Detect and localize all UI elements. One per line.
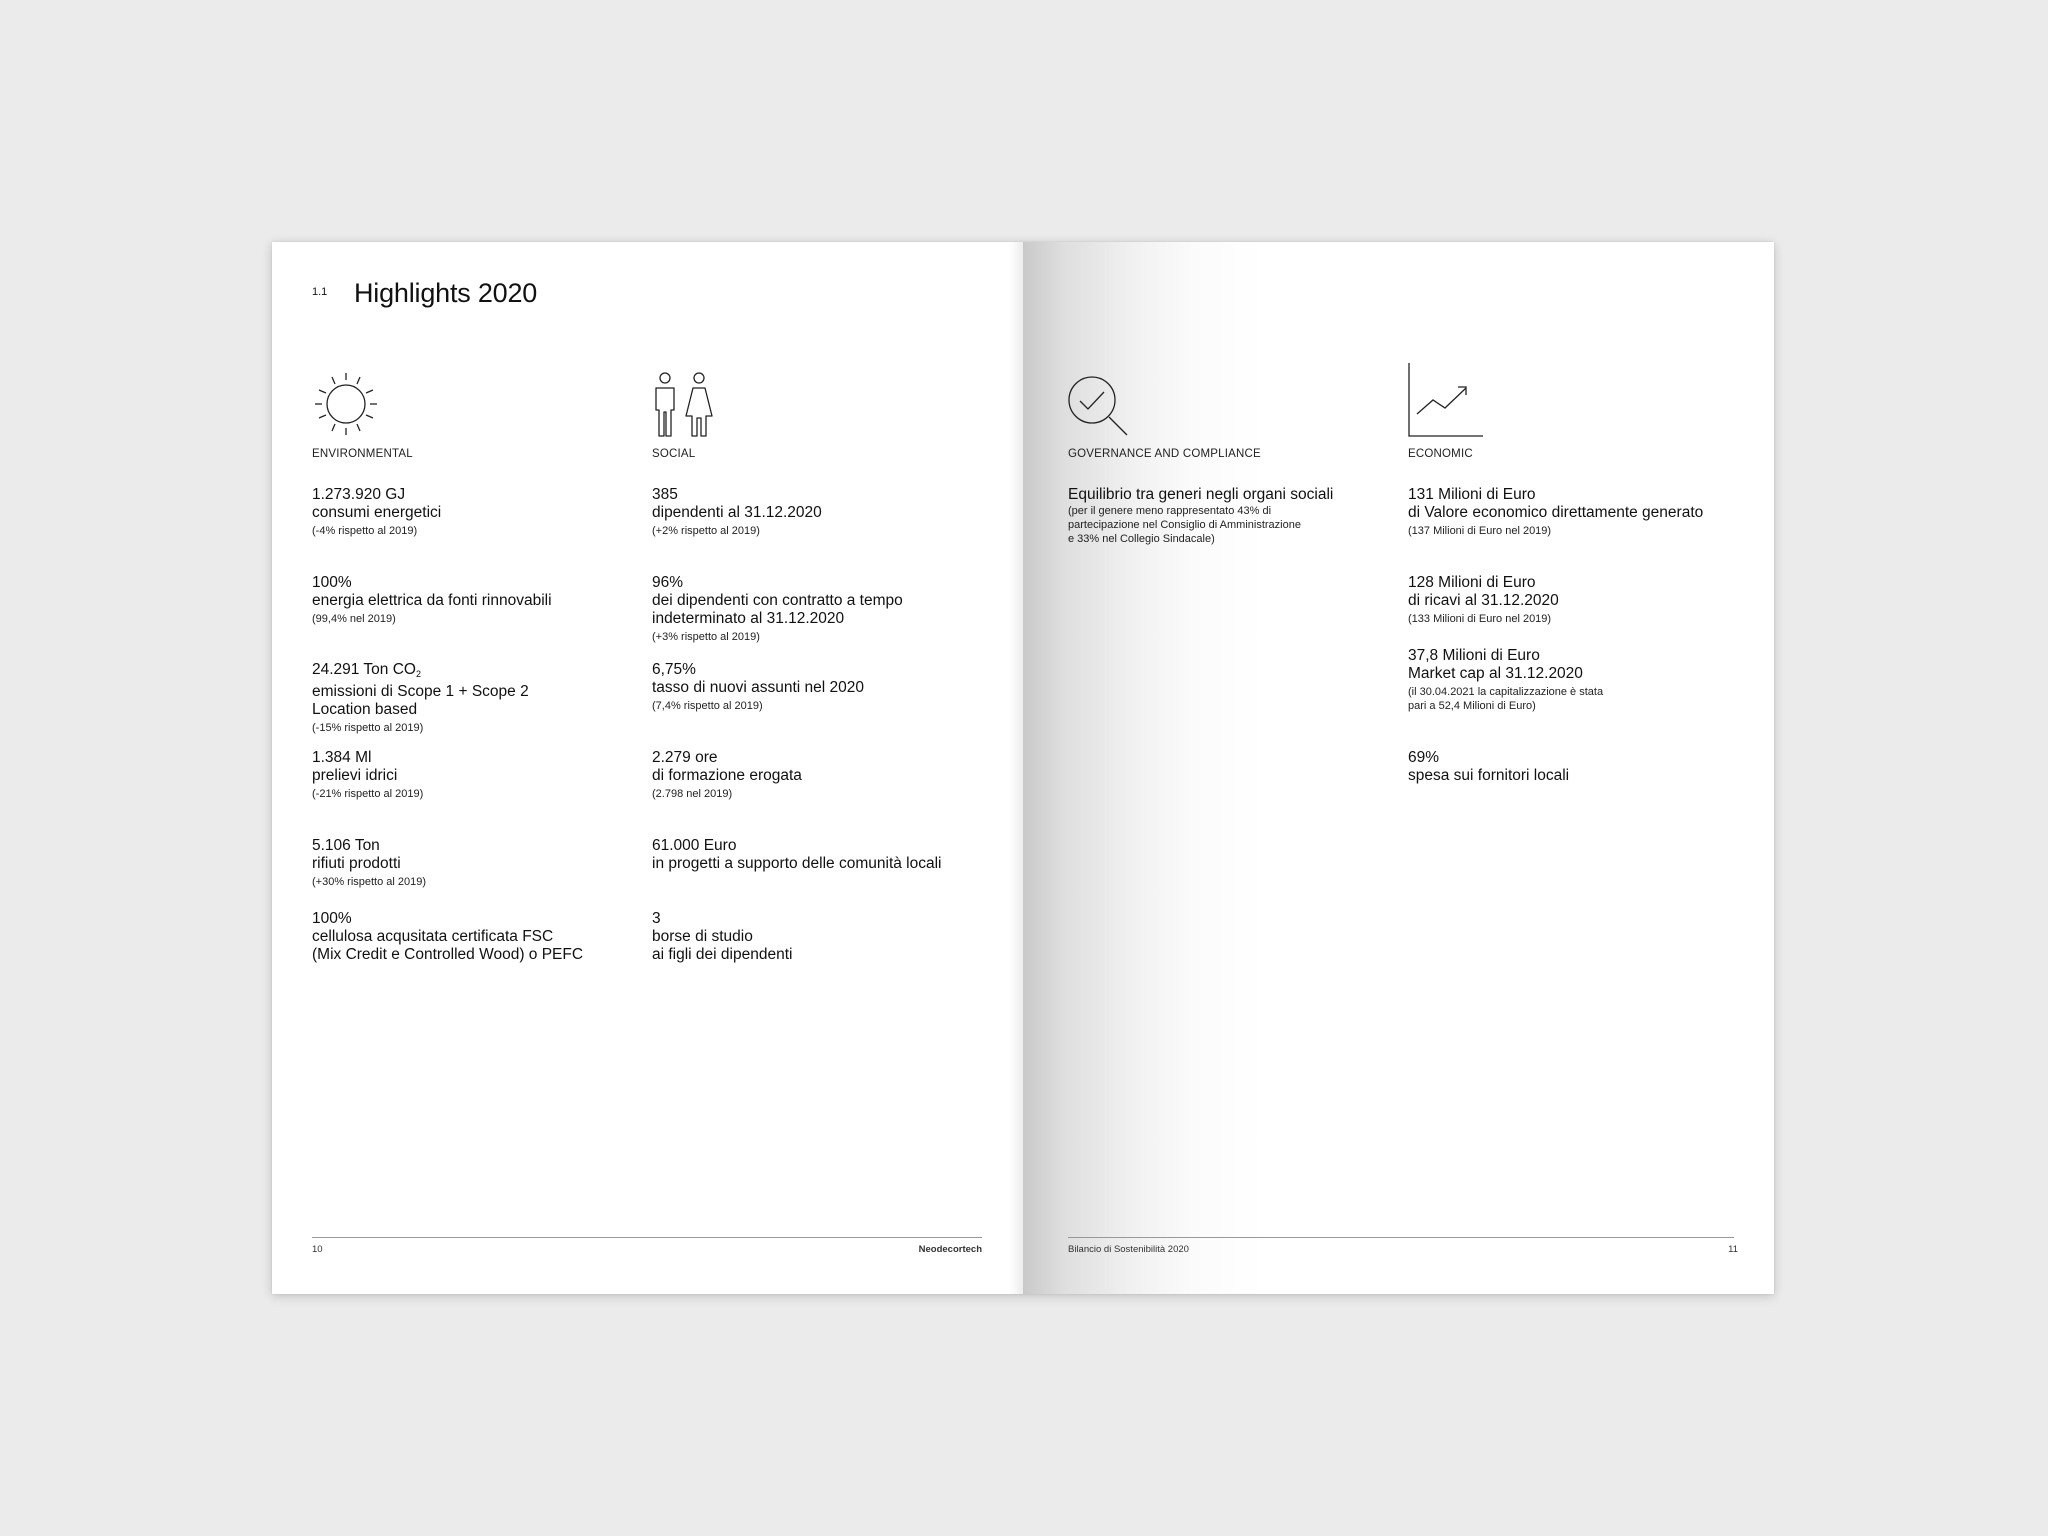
social-item-contracts: 96% dei dipendenti con contratto a tempo indeterminato al 31.12.2020 (+3% rispetto al 2019) [652, 574, 903, 643]
env-item-waste: 5.106 Ton rifiuti prodotti (+30% rispetto al 2019) [312, 837, 427, 888]
footer-brand: Neodecortech [918, 1244, 982, 1255]
env-item-energy: 1.273.920 GJ consumi energetici (-4% rispetto al 2019) [312, 486, 442, 537]
social-label: SOCIAL [652, 448, 696, 460]
env-item-water: 1.384 Ml prelievi idrici (-21% rispetto al 2019) [312, 749, 424, 800]
magnifier-check-icon [1068, 376, 1130, 438]
footer-report-title: Bilancio di Sostenibilità 2020 [1068, 1244, 1189, 1255]
right-page [1023, 242, 1774, 1294]
sun-icon [312, 370, 380, 438]
social-item-scholarships: 3 borse di studio ai figli dei dipendenti [652, 910, 793, 963]
page-number: 11 [1728, 1244, 1738, 1255]
econ-item-value: 131 Milioni di Euro di Valore economico direttamente generato (137 Milioni di Euro nel 2019) [1408, 486, 1704, 537]
footer-rule [1068, 1237, 1734, 1238]
econ-item-local-suppliers: 69% spesa sui fornitori locali [1408, 749, 1570, 784]
env-item-cellulose: 100% cellulosa acqusitata certificata FSC (Mix Credit e Controlled Wood) o PEFC [312, 910, 584, 963]
social-item-training: 2.279 ore di formazione erogata (2.798 nel 2019) [652, 749, 802, 800]
page-number: 10 [312, 1244, 323, 1255]
social-item-employees: 385 dipendenti al 31.12.2020 (+2% rispetto al 2019) [652, 486, 822, 537]
section-number: 1.1 [312, 286, 328, 298]
economic-label: ECONOMIC [1408, 448, 1473, 460]
man-woman-icon [652, 372, 714, 438]
econ-item-market-cap: 37,8 Milioni di Euro Market cap al 31.12.2020 (il 30.04.2021 la capitalizzazione è stata pari a 52,4 Milioni di Euro) [1408, 647, 1604, 712]
env-item-emissions: 24.291 Ton $CO_2$ emissioni di Scope 1 + Scope 2 Location based (-15% rispetto al 2019) [312, 661, 529, 734]
social-item-community: 61.000 Euro in progetti a supporto delle comunità locali [652, 837, 942, 872]
environmental-label: ENVIRONMENTAL [312, 448, 413, 460]
left-page [272, 242, 1023, 1294]
footer-rule [312, 1237, 982, 1238]
env-item-renewable: 100% energia elettrica da fonti rinnovabili (99,4% nel 2019) [312, 574, 552, 625]
econ-item-revenue: 128 Milioni di Euro di ricavi al 31.12.2020 (133 Milioni di Euro nel 2019) [1408, 574, 1559, 625]
report-spread [272, 242, 1774, 1294]
governance-label: GOVERNANCE AND COMPLIANCE [1068, 448, 1261, 460]
gov-item-gender-balance: Equilibrio tra generi negli organi sociali (per il genere meno rappresentato 43% di partecipazione nel Consiglio di Amministrazione e 33% nel Collegio Sindacale) [1068, 486, 1334, 545]
page-title: Highlights 2020 [354, 278, 538, 308]
trend-chart-icon [1408, 362, 1484, 438]
social-item-hiring: 6,75% tasso di nuovi assunti nel 2020 (7,4% rispetto al 2019) [652, 661, 864, 712]
